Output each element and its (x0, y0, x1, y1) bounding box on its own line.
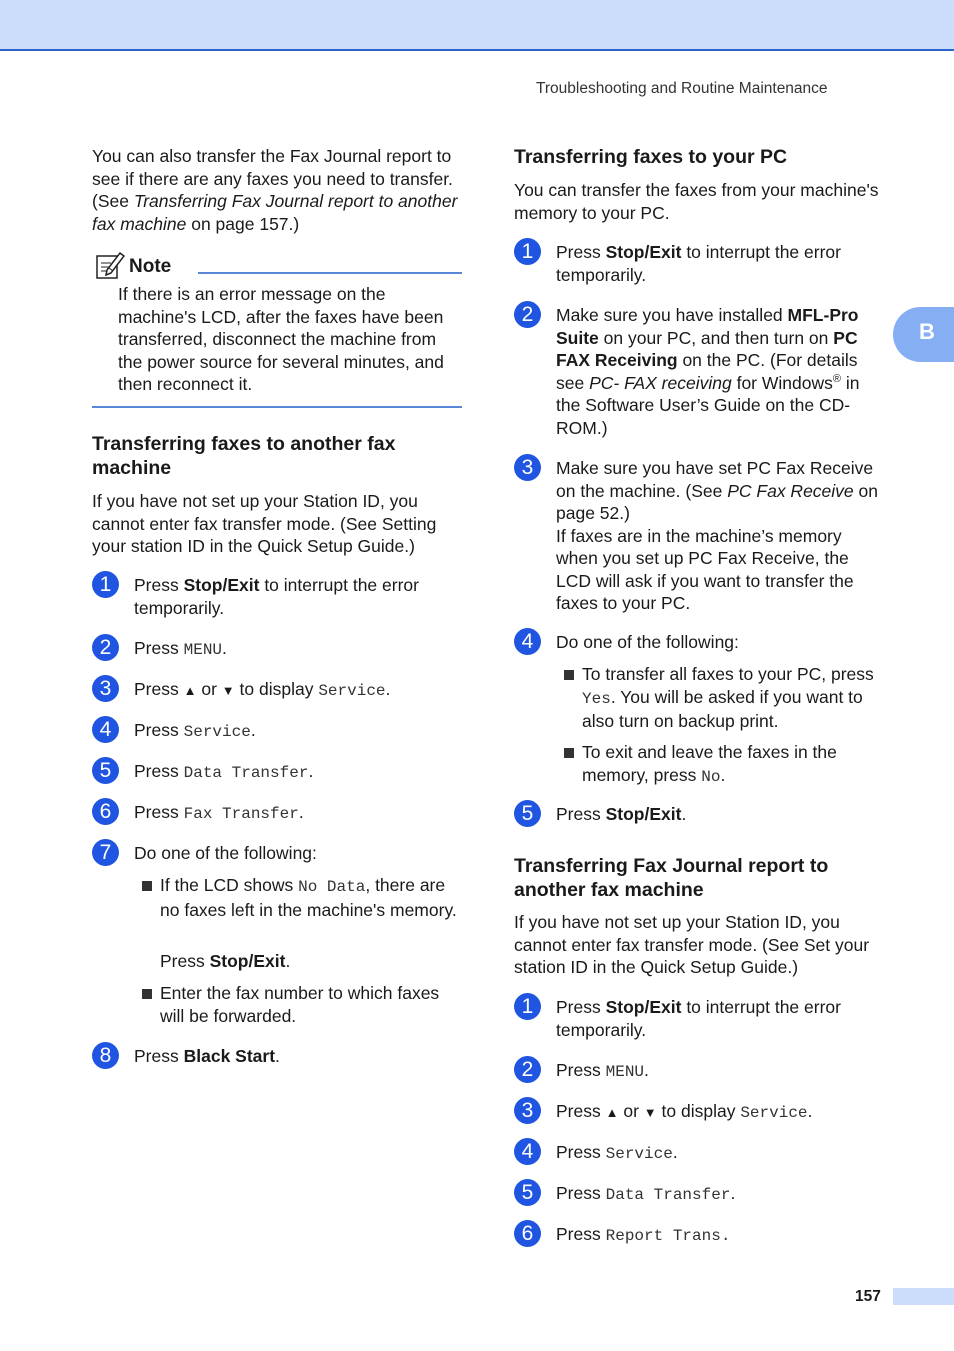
section-intro: You can transfer the faxes from your machine's memory to your PC. (514, 180, 879, 223)
lcd-text: Data Transfer (183, 764, 309, 782)
lcd-text: No Data (298, 878, 366, 896)
step-text: Press Report Trans. (556, 1224, 731, 1245)
stop-exit-key: Stop/Exit (605, 997, 682, 1017)
lcd-text: Service (318, 682, 386, 700)
step-number: 2 (514, 1056, 541, 1083)
page-number: 157 (855, 1288, 881, 1305)
step-text: Make sure you have installed MFL-Pro Suite on your PC, and then turn on PC FAX Receiving on the PC. (For details see PC- FAX receiving for Windows® in the Software User’s Guide on the CD-ROM.) (556, 305, 860, 438)
bullet-text: To transfer all faxes to your PC, press Yes. You will be asked if you want to also turn on backup print. (582, 664, 874, 731)
section-heading-journal: Transferring Fax Journal report to another fax machine (514, 855, 829, 901)
step-text: Press Service. (134, 720, 256, 741)
step-text: Press MENU. (556, 1060, 649, 1081)
step-number: 3 (92, 675, 119, 702)
top-header-bar (0, 0, 954, 51)
step-text: Press Service. (556, 1142, 678, 1163)
note-body: If there is an error message on the machine's LCD, after the faxes have been transferred, disconnect the machine from the power source for several minutes, and then reconnect it. (118, 284, 444, 394)
bullet-text: If the LCD shows No Data, there are no faxes left in the machine's memory. (160, 875, 457, 920)
step-number: 5 (514, 800, 541, 827)
stop-exit-key: Stop/Exit (209, 951, 286, 971)
step-text: Press MENU. (134, 638, 227, 659)
step-number: 3 (514, 454, 541, 481)
lcd-text: Data Transfer (605, 1186, 731, 1204)
step-number: 2 (92, 634, 119, 661)
step-number: 4 (514, 628, 541, 655)
intro-reference-link[interactable]: Transferring Fax Journal report to another fax machine (92, 191, 458, 234)
step-number: 6 (92, 798, 119, 825)
step-text: Press Stop/Exit to interrupt the error temporarily. (556, 242, 841, 285)
note-bottom-rule (92, 406, 462, 408)
intro-text-end: on page 157.) (186, 213, 300, 234)
step-number: 8 (92, 1042, 119, 1069)
lcd-text: Report Trans. (605, 1227, 731, 1245)
step-text: Do one of the following: (134, 843, 317, 863)
up-arrow-icon: ▲ (183, 683, 197, 698)
step-text: Press Stop/Exit to interrupt the error temporarily. (556, 997, 841, 1040)
up-arrow-icon: ▲ (605, 1105, 619, 1120)
registered-mark: ® (832, 372, 841, 385)
stop-exit-key: Stop/Exit (605, 242, 682, 262)
section-intro: If you have not set up your Station ID, you cannot enter fax transfer mode. (See Setting your station ID in the Quick Setup Guide.) (92, 491, 437, 556)
running-header: Troubleshooting and Routine Maintenance (536, 80, 828, 97)
step-number: 1 (92, 571, 119, 598)
appendix-tab (893, 307, 954, 362)
step-number: 5 (514, 1179, 541, 1206)
lcd-text: MENU (183, 641, 223, 659)
bullet-square-icon (142, 989, 152, 999)
stop-exit-key: Stop/Exit (183, 575, 260, 595)
bullet-square-icon (142, 881, 152, 891)
bullet-text: To exit and leave the faxes in the memory, press No. (582, 742, 837, 786)
step-text: Press Stop/Exit. (556, 804, 687, 824)
lcd-text: Service (183, 723, 251, 741)
note-title: Note (129, 256, 172, 277)
section-intro: If you have not set up your Station ID, you cannot enter fax transfer mode. (See Set your station ID in the Quick Setup Guide.) (514, 912, 870, 977)
note-divider (198, 272, 462, 274)
reference-link[interactable]: PC- FAX receiving (589, 372, 732, 393)
step-text: Press Data Transfer. (134, 761, 314, 782)
step-text: Press Black Start. (134, 1046, 280, 1066)
step-text: Press Stop/Exit to interrupt the error temporarily. (134, 575, 419, 618)
bullet-square-icon (564, 670, 574, 680)
intro-paragraph (92, 145, 462, 235)
note-box (92, 250, 462, 408)
black-start-key: Black Start (183, 1046, 276, 1066)
step-number: 3 (514, 1097, 541, 1124)
lcd-text: Service (740, 1104, 808, 1122)
lcd-text: MENU (605, 1063, 645, 1081)
stop-exit-key: Stop/Exit (605, 804, 682, 824)
step-number: 2 (514, 301, 541, 328)
step-number: 4 (514, 1138, 541, 1165)
appendix-tab-label: B (919, 319, 935, 344)
lcd-text: Fax Transfer (183, 805, 299, 823)
bullet-text: Press Stop/Exit. (160, 951, 291, 971)
bullet-square-icon (564, 748, 574, 758)
step-number: 6 (514, 1220, 541, 1247)
step-text: Press ▲ or ▼ to display Service. (556, 1101, 813, 1122)
intro-text: You can also transfer the Fax Journal report to see if there are any faxes you need to transfer. (See (92, 146, 453, 211)
step-text: Press Data Transfer. (556, 1183, 736, 1204)
step-number: 1 (514, 238, 541, 265)
lcd-text: Service (605, 1145, 673, 1163)
step-text: Make sure you have set PC Fax Receive on the machine. (See PC Fax Receive on page 52.) If faxes are in the machine’s memory when you set up PC Fax Receive, the LCD will ask if you want to transfer the faxes to your PC. (556, 458, 878, 613)
step-number: 5 (92, 757, 119, 784)
down-arrow-icon: ▼ (643, 1105, 657, 1120)
step-text: Do one of the following: (556, 632, 739, 652)
step-text: Press ▲ or ▼ to display Service. (134, 679, 391, 700)
footer-bar (893, 1288, 954, 1305)
section-heading-to-pc: Transferring faxes to your PC (514, 146, 788, 168)
step-text: Press Fax Transfer. (134, 802, 304, 823)
step-number: 4 (92, 716, 119, 743)
down-arrow-icon: ▼ (221, 683, 235, 698)
lcd-text: No (701, 767, 721, 786)
section-heading-another-fax: Transferring faxes to another fax machine (92, 433, 396, 479)
step-number: 7 (92, 839, 119, 866)
bullet-text: Enter the fax number to which faxes will be forwarded. (160, 983, 440, 1026)
reference-link[interactable]: PC Fax Receive (727, 480, 854, 501)
note-pencil-icon (95, 250, 125, 280)
lcd-text: Yes (582, 689, 611, 708)
step-number: 1 (514, 993, 541, 1020)
